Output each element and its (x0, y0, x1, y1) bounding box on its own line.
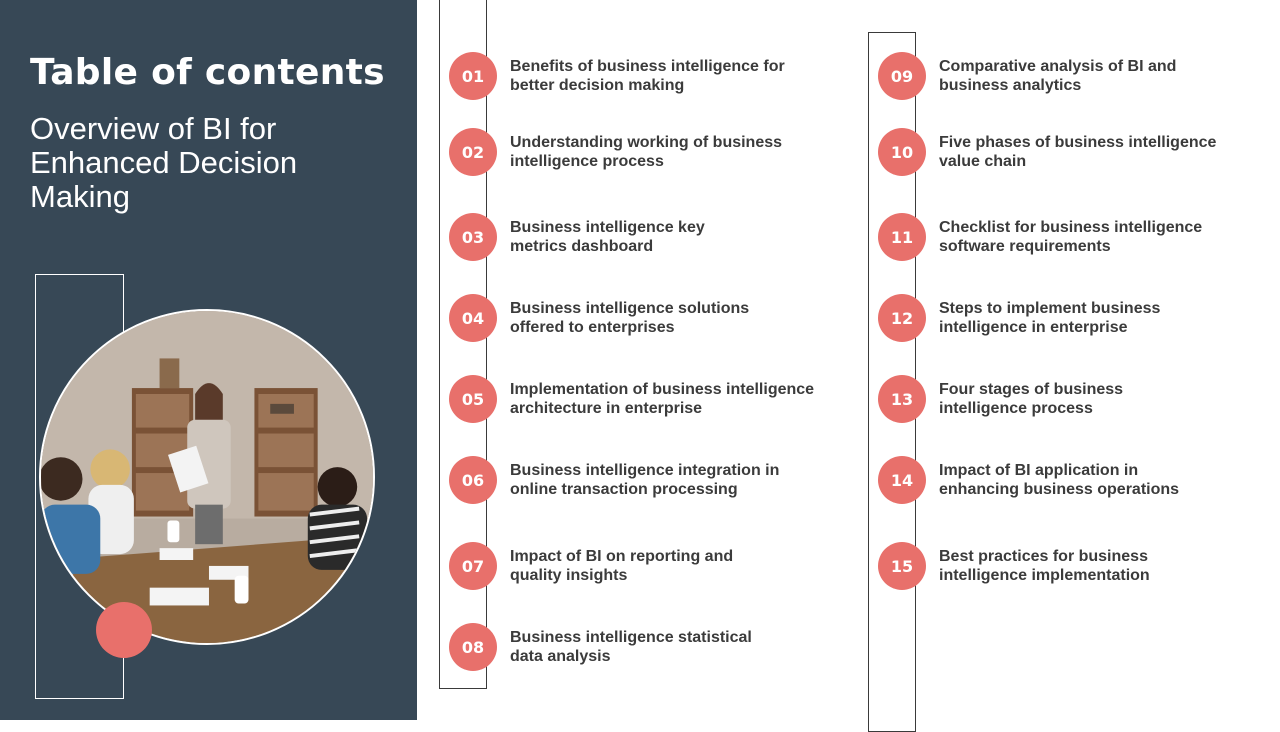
item-number-badge: 06 (449, 456, 497, 504)
page-title: Table of contents (30, 52, 385, 93)
item-label: Checklist for business intelligence software requirements (939, 219, 1203, 255)
item-number-badge: 04 (449, 294, 497, 342)
item-label: Business intelligence integration in online transaction processing (510, 462, 780, 498)
item-label: Business intelligence key metrics dashboard (510, 219, 705, 255)
item-number-badge: 12 (878, 294, 926, 342)
team-meeting-photo (39, 309, 375, 645)
item-number-badge: 02 (449, 128, 497, 176)
item-label: Steps to implement business intelligence in enterprise (939, 300, 1161, 336)
item-number-badge: 11 (878, 213, 926, 261)
item-number-badge: 09 (878, 52, 926, 100)
item-label: Best practices for business intelligence implementation (939, 548, 1150, 584)
item-label: Business intelligence solutions offered to enterprises (510, 300, 750, 336)
item-number-badge: 03 (449, 213, 497, 261)
item-label: Impact of BI on reporting and quality insights (510, 548, 734, 584)
item-number-badge: 07 (449, 542, 497, 590)
item-number-badge: 08 (449, 623, 497, 671)
page-subtitle: Overview of BI for Enhanced Decision Making (30, 111, 298, 214)
item-number-badge: 01 (449, 52, 497, 100)
item-number-badge: 10 (878, 128, 926, 176)
item-label: Business intelligence statistical data analysis (510, 629, 752, 665)
accent-dot (96, 602, 152, 658)
item-number-badge: 15 (878, 542, 926, 590)
item-label: Implementation of business intelligence architecture in enterprise (510, 381, 815, 417)
item-label: Benefits of business intelligence for better decision making (510, 58, 785, 94)
item-number-badge: 14 (878, 456, 926, 504)
item-label: Five phases of business intelligence value chain (939, 134, 1217, 170)
left-panel (0, 0, 417, 720)
item-label: Four stages of business intelligence process (939, 381, 1124, 417)
item-label: Understanding working of business intelligence process (510, 134, 783, 170)
item-label: Comparative analysis of BI and business analytics (939, 58, 1177, 94)
item-label: Impact of BI application in enhancing business operations (939, 462, 1180, 498)
item-number-badge: 13 (878, 375, 926, 423)
item-number-badge: 05 (449, 375, 497, 423)
photo-illustration (41, 311, 373, 643)
